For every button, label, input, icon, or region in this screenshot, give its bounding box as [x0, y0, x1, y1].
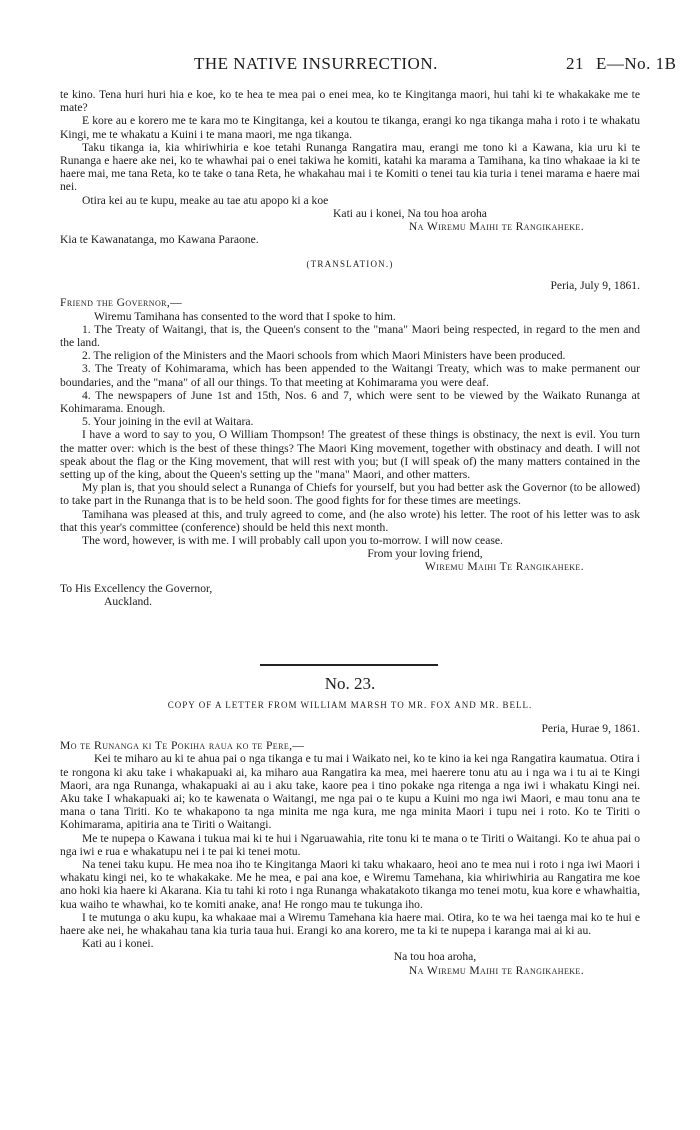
translation-addressee-city: Auckland. [104, 594, 152, 608]
no23-place-date: Peria, Hurae 9, 1861. [541, 722, 640, 735]
paragraph: Otira kei au te kupu, meake au tae atu apopo ki a koe [82, 193, 329, 207]
paragraph: I have a word to say to you, O William Thompson! The greatest of these things is obstinacy, the next is evil. You turn the matter over: which is the best of these things? The Maori King movement, together with obstinacy and death. I will not speak about the flag or the King movement, that will rest with you; but (I will speak of) the many matters contained in the setting up of the king, about the Queen's setting up the "mana" Maori, and other matters. [60, 428, 640, 482]
paragraph: Wiremu Tamihana has consented to the word that I spoke to him. [94, 309, 396, 323]
translation-signature: Wiremu Maihi Te Rangikaheke. [424, 560, 584, 574]
document-number-heading: No. 23. [324, 674, 376, 693]
paragraph: Me te nupepa o Kawana i tukua mai ki te hui i Ngaruawahia, rite tonu ki te mana o te Tiriti o Waitangi. Ko te ahua pai o nga iwi e rua e whakatupu nei i te pai ki tenei motu. [60, 831, 640, 858]
no23-salutation: Mo te Runanga ki Te Pokiha raua ko te Pere,— [60, 739, 305, 753]
paragraph: 1. The Treaty of Waitangi, that is, the Queen's consent to the "mana" Maori being respected, in regard to the men and the land. [60, 322, 640, 350]
paragraph: 4. The newspapers of June 1st and 15th, Nos. 6 and 7, which were sent to be viewed by the Waikato Runanga at Kohimarama. Enough. [60, 388, 640, 416]
paragraph: Kei te miharo au ki te ahua pai o nga tikanga e tu mai i Waikato nei, ko te kino ia kei nga Rangatira kaumatua. Otira i te rongona ki aku take i whakapuaki ai, ka miharo aua Rangatira ka mea, mei haerere tonu atu au i nga wa i tu ai te Kingi Maori, ara nga Runanga, whakapuaki ai au i aku take, kaore pea i tino pokake nga ritenga a nga iwi i whakatu Kingi nei. Aku take I whakapuaki ai; ko te kawenata o Waitangi, me nga pai o te kupu a Kuini mo nga iwi Maori, e mau tonu ana te mana o tana Tiriti. Ko te whakapono ta nga minita me nga kura, me nga minita Maori i tupu nei i roto. Ko te Tiriti o Kohimarama, apitiria ana te Tiriti o Waitangi. [60, 752, 640, 832]
paragraph: Na tenei taku kupu. He mea noa iho te Kingitanga Maori ki taku whakaaro, heoi ano te mea nui i roto i nga iwi Maori i whakatu kingi nei, ko te whakakake. Me he mea, e pai ana koe, e Wiremu Tamehana, kia whiriwhiria au Rangatira me koe ano hoki kia haere ki Akarana. Kia tu tahi ki roto i nga Runanga whakatakoto tikanga mo tenei motu, kua kore e whawhaitia, kua waiho te whawhai, ko te komiti anake, ana! He rongo mau te tukunga iho. [60, 858, 640, 911]
no23-letter [60, 722, 640, 977]
letter-description: COPY OF A LETTER FROM WILLIAM MARSH TO MR. FOX AND MR. BELL. [167, 700, 533, 710]
paragraph: I te mutunga o aku kupu, ka whakaae mai a Wiremu Tamehana kia haere mai. Otira, ko te wa hei taenga mai ko te hui e haere ake nei, he whakahau tana kia turia taua hui. Erangi ko ana korero, me ta ki te nupepa i karanga mai ai ki au. [60, 910, 640, 938]
letter-closing: Kati au i konei, Na tou hoa aroha [333, 206, 487, 220]
document-reference: E—No. 1B [596, 54, 677, 73]
translation-addressee: To His Excellency the Governor, [60, 581, 213, 595]
maori-letter-continued [60, 88, 640, 246]
section-divider [260, 664, 438, 666]
letter-addressee: Kia te Kawanatanga, mo Kawana Paraone. [60, 233, 259, 247]
paragraph: Kati au i konei. [82, 937, 154, 951]
paragraph: 5. Your joining in the evil at Waitara. [82, 415, 254, 429]
letter-signature: Na Wiremu Maihi te Rangikaheke. [408, 220, 584, 234]
paragraph: te kino. Tena huri huri hia e koe, ko te hea te mea pai o enei mea, ko te Kingitanga maori, hui tahi ki te whakakake me te mate? [60, 88, 640, 115]
translation-salutation: Friend the Governor,— [60, 296, 183, 310]
header-title: THE NATIVE INSURRECTION. [194, 54, 438, 73]
running-header [0, 54, 700, 78]
translation-label: (TRANSLATION.) [306, 259, 394, 269]
translation-section [60, 258, 640, 608]
paragraph: My plan is, that you should select a Runanga of Chiefs for yourself, but you had better ask the Governor (to be allowed) to take part in the Runanga that is to be held soon. The good fights for for these times are meetings. [60, 481, 640, 508]
paragraph: 2. The religion of the Ministers and the Maori schools from which Maori Ministers have been produced. [82, 349, 566, 363]
paragraph: Taku tikanga ia, kia whiriwhiria e koe tetahi Runanga Rangatira mau, erangi me tono ki a Kawana, kia uru ki te Runanga e haere ake nei, ko te whawhai pai o enei takiwa he komiti, katahi ka marama a Tamihana, ka tino whakaae ia ki te haere mai, me tana Reta, ko te take o tana Reta, he whakahau mai i te Komiti o tenei tau kia turia i tenei marama e haere mai nei. [60, 140, 640, 194]
translation-place-date: Peria, July 9, 1861. [550, 279, 640, 293]
translation-closing: From your loving friend, [367, 547, 483, 561]
paragraph: E kore au e korero me te kara mo te Kingitanga, kei a koutou te tikanga, erangi ko nga tikanga maha i roto i te whakatu Kingi, me te whakatu a Kuini i te mana maori, me nga tikanga. [60, 114, 640, 141]
no23-signature: Na Wiremu Maihi te Rangikaheke. [408, 963, 584, 977]
paragraph: The word, however, is with me. I will probably call upon you to-morrow. I will now cease. [82, 534, 503, 548]
paragraph: 3. The Treaty of Kohimarama, which has been appended to the Waitangi Treaty, which was to make permanent our boundaries, and the "mana" of all our things. To that meeting at Kohimarama you were deaf. [60, 362, 640, 389]
paragraph: Tamihana was pleased at this, and truly agreed to come, and (he also wrote) his letter. The root of his letter was to ask that this year's committee (conference) should be held this next month. [60, 507, 640, 534]
page-number: 21 [566, 54, 584, 73]
no23-closing: Na tou hoa aroha, [393, 950, 477, 964]
